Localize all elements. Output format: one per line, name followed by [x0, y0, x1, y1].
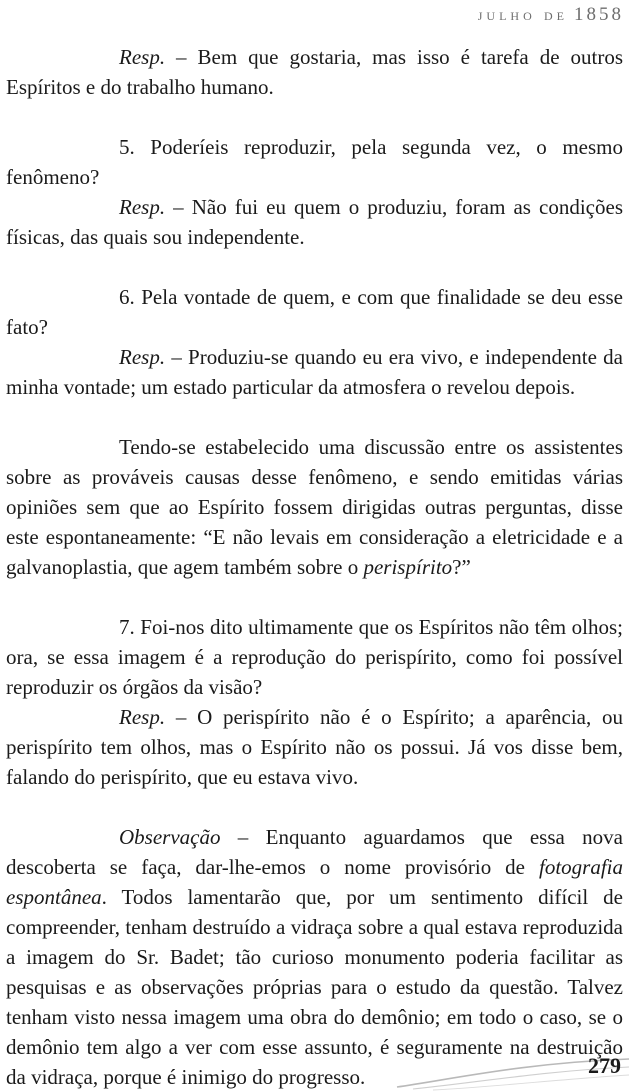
page-number: 279 [588, 1053, 621, 1078]
resp-label: Resp. [119, 345, 166, 369]
resp-label: Resp. [119, 195, 166, 219]
running-header [478, 4, 624, 26]
answer-paragraph [6, 42, 623, 102]
paragraph-text: Tendo-se estabelecido uma discussão entre os assistentes sobre as prováveis causas desse fenômeno, e sendo emitidas várias opiniões sem que ao Espírito fossem dirigidas outras perguntas, disse este espontaneamente: “E não levais em consideração a eletricidade e a galvanoplastia, que agem também sobre o [6, 435, 623, 579]
paragraph-text: – O perispírito não é o Espírito; a aparência, ou perispírito tem olhos, mas o Espírito não os possui. Já vos disse bem, falando do perispírito, que eu estava vivo. [6, 705, 623, 789]
answer-paragraph [6, 342, 623, 402]
paragraph-text-end: ?” [452, 555, 471, 579]
paragraph-text: – Produziu-se quando eu era vivo, e independente da minha vontade; um estado particular da atmosfera o revelou depois. [6, 345, 623, 399]
page-body [6, 42, 623, 1092]
answer-paragraph [6, 192, 623, 252]
narrative-paragraph [6, 432, 623, 582]
paragraph-text: – Bem que gostaria, mas isso é tarefa de outros Espíritos e do trabalho humano. [6, 45, 623, 99]
page-footer [393, 1043, 633, 1091]
observation-label: Observação [119, 825, 221, 849]
running-header-year: 1858 [574, 4, 624, 25]
resp-label: Resp. [119, 45, 166, 69]
question-paragraph: 7. Foi-nos dito ultimamente que os Espíritos não têm olhos; ora, se essa imagem é a reprodução do perispírito, como foi possível reproduzir os órgãos da visão? [6, 615, 623, 699]
question-paragraph: 6. Pela vontade de quem, e com que finalidade se deu esse fato? [6, 285, 623, 339]
answer-paragraph [6, 702, 623, 792]
paragraph-text-end: . Todos lamentarão que, por um sentimento difícil de compreender, tenham destruído a vidraça sobre a qual estava reproduzida a imagem do Sr. Badet; tão curioso monumento poderia facilitar as pesquisas e as observações próprias para o estudo da questão. Talvez tenham visto nessa imagem uma obra do demônio; em todo o caso, se o demônio tem algo a ver com esse assunto, é seguramente na destruição da vidraça, porque é inimigo do progresso. [6, 885, 623, 1089]
running-header-month: julho de [477, 5, 568, 24]
question-paragraph: 5. Poderíeis reproduzir, pela segunda vez, o mesmo fenômeno? [6, 135, 623, 189]
resp-label: Resp. [119, 705, 166, 729]
emphasis-term: fotografia espontânea [6, 855, 623, 909]
paragraph-text: – Não fui eu quem o produziu, foram as condições físicas, das quais sou independente. [6, 195, 623, 249]
paragraph-text: – Enquanto aguardamos que essa nova descoberta se faça, dar-lhe-emos o nome provisório de [6, 825, 623, 879]
emphasis-term: perispírito [363, 555, 453, 579]
